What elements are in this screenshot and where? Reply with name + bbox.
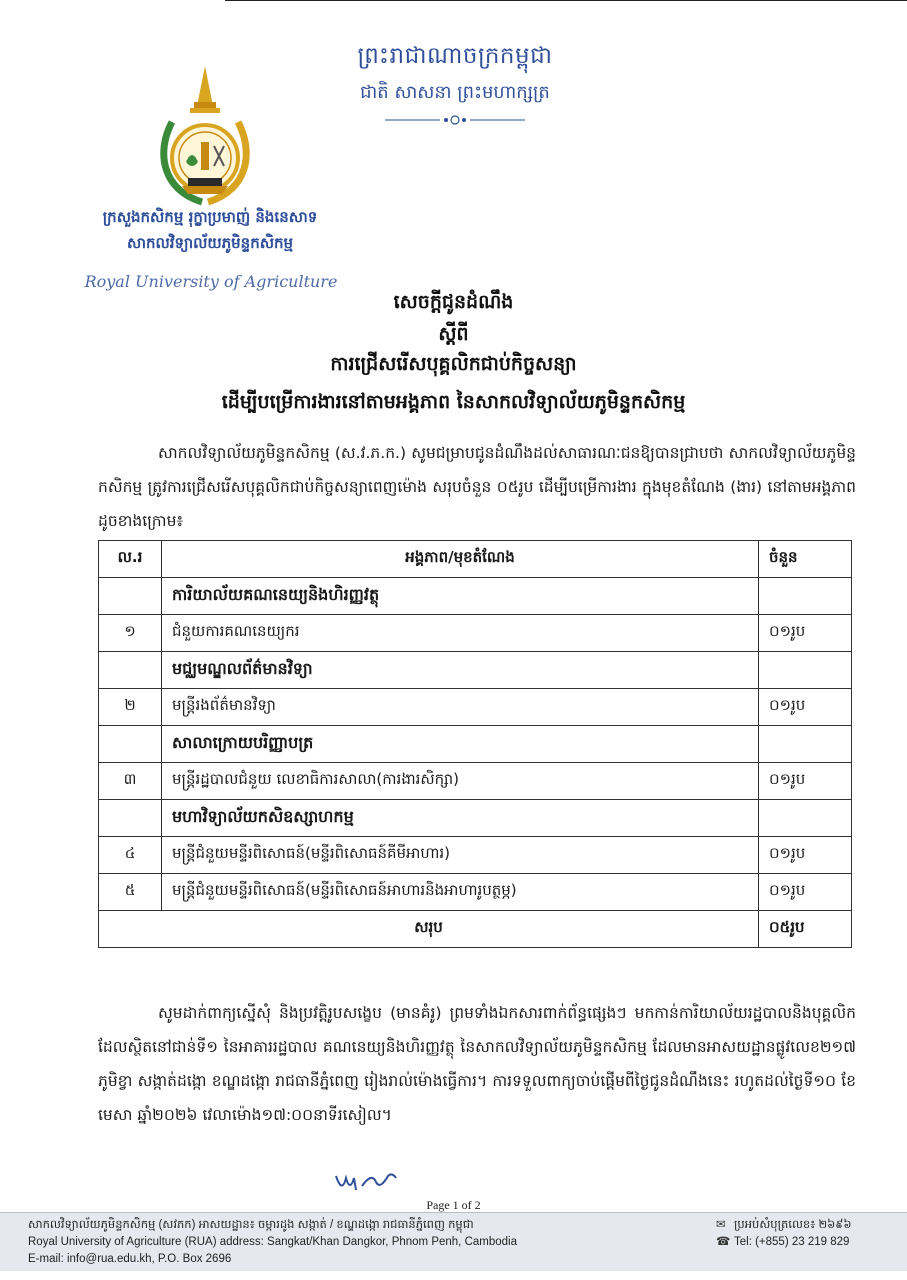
row-no: ៣ <box>99 763 162 800</box>
footer-email: E-mail: info@rua.edu.kh, P.O. Box 2696 <box>28 1253 232 1265</box>
university-name-khmer: សាកលវិទ្យាល័យភូមិន្ទកសិកម្ម <box>126 234 294 252</box>
kingdom-title: ព្រះរាជាណាចក្រកម្ពុជា <box>357 43 553 69</box>
notice-subject: ការជ្រើសរើសបុគ្គលិកជាប់កិច្ចសន្យា <box>330 353 577 375</box>
table-header-row <box>99 541 852 578</box>
positions-table <box>98 540 852 948</box>
total-label: សរុប <box>99 911 759 948</box>
department-name: មហាវិទ្យាល័យកសិឧស្សាហកម្ម <box>162 800 759 837</box>
row-no: ៤ <box>99 837 162 874</box>
row-no: ១ <box>99 615 162 652</box>
row-position: មន្ត្រីជំនួយមន្ទីរពិសោធន៍(មន្ទីរពិសោធន៍អាហារនិងអាហារូបត្ថម្ភ) <box>162 874 759 911</box>
department-name: មជ្ឈមណ្ឌលព័ត៌មានវិទ្យា <box>162 652 759 689</box>
row-position: មន្ត្រីរដ្ឋបាលជំនួយ លេខាធិការសាលា(ការងារសិក្សា) <box>162 763 759 800</box>
envelope-icon: ✉ <box>716 1219 726 1231</box>
row-count: ០១រូប <box>759 689 852 726</box>
footer-address-english: Royal University of Agriculture (RUA) address: Sangkat/Khan Dangkor, Phnom Penh, Cambodia <box>28 1236 517 1248</box>
total-count: ០៥រូប <box>759 911 852 948</box>
ornament-divider-icon <box>380 114 530 126</box>
department-name: ការិយាល័យគណនេយ្យនិងហិរញ្ញវត្ថុ <box>162 578 759 615</box>
phone-icon: ☎ <box>716 1236 731 1248</box>
row-position: ជំនួយការគណនេយ្យករ <box>162 615 759 652</box>
notice-purpose: ដើម្បីបម្រើការងារនៅតាមអង្គភាព នៃសាកលវិទ្យាល័យភូមិន្ទកសិកម្ម <box>221 391 686 413</box>
department-name: សាលាក្រោយបរិញ្ញាបត្រ <box>162 726 759 763</box>
footer-address <box>28 1217 648 1268</box>
department-row <box>99 578 852 615</box>
footer-po-box: ប្រអប់សំបុត្រលេខ៖ ២៦៩៦ <box>734 1219 852 1231</box>
row-count: ០១រូប <box>759 763 852 800</box>
signature-mark <box>332 1166 400 1198</box>
table-row <box>99 763 852 800</box>
row-no: ៥ <box>99 874 162 911</box>
table-row <box>99 874 852 911</box>
footer-contact <box>716 1217 896 1251</box>
page-number: Page 1 of 2 <box>426 1198 481 1212</box>
row-count: ០១រូប <box>759 615 852 652</box>
header-count: ចំនួន <box>759 541 852 578</box>
closing-paragraph: សូមដាក់ពាក្យស្នើសុំ និងប្រវត្តិរូបសង្ខេប (មានគំរូ) ព្រមទាំងឯកសារពាក់ព័ន្ធផ្សេងៗ មកកាន់ការិយាល័យរដ្ឋបាលនិងបុគ្គលិក ដែលស្ថិតនៅជាន់ទី១ នៃអាគាររដ្ឋបាល គណនេយ្យនិងហិរញ្ញវត្ថុ នៃសាកលវិទ្យាល័យភូមិន្ទកសិកម្ម ដែលមានអាសយដ្ឋានផ្លូវលេខ២១៧ ភូមិខ្វា សង្កាត់ដង្កោ ខណ្ឌដង្កោ រាជធានីភ្នំពេញ រៀងរាល់ម៉ោងធ្វើការ។ ការទទួលពាក្យចាប់ផ្តើមពីថ្ងៃជូនដំណឹងនេះ រហូតដល់ថ្ងៃទី១០ ខែមេសា ឆ្នាំ២០២៦ វេលាម៉ោង១៧:០០នាទីរសៀល។ <box>98 1004 856 1124</box>
top-border-line <box>225 0 907 1</box>
table-row <box>99 615 852 652</box>
footer-address-khmer: សាកលវិទ្យាល័យភូមិន្ទកសិកម្ម (សវភក) អាសយដ្ឋាន៖ ចម្ការដូង សង្កាត់ / ខណ្ឌដង្កោ រាជធានីភ្នំពេញ កម្ពុជា <box>28 1219 474 1231</box>
row-position: មន្ត្រីជំនួយមន្ទីរពិសោធន៍(មន្ទីរពិសោធន៍គីមីអាហារ) <box>162 837 759 874</box>
department-row <box>99 800 852 837</box>
university-name-english: Royal University of Agriculture <box>84 272 338 291</box>
intro-paragraph: សាកលវិទ្យាល័យភូមិន្ទកសិកម្ម (ស.វ.ភ.ក.) សូមជម្រាបជូនដំណឹងដល់សាធារណៈជនឱ្យបានជ្រាបថា សាកលវិទ្យាល័យភូមិន្ទកសិកម្ម ត្រូវការជ្រើសរើសបុគ្គលិកជាប់កិច្ចសន្យាពេញម៉ោង សរុបចំនួន ០៥រូប ដើម្បីបម្រើការងារ ក្នុងមុខតំណែង (ងារ) នៅតាមអង្គភាពដូចខាងក្រោម៖ <box>98 444 856 530</box>
row-position: មន្ត្រីរងព័ត៌មានវិទ្យា <box>162 689 759 726</box>
footer-bar <box>0 1212 907 1271</box>
row-count: ០១រូប <box>759 874 852 911</box>
national-motto: ជាតិ សាសនា ព្រះមហាក្សត្រ <box>360 82 550 103</box>
header-no: ល.រ <box>99 541 162 578</box>
header-position: អង្គភាព/មុខតំណែង <box>162 541 759 578</box>
department-row <box>99 652 852 689</box>
row-no: ២ <box>99 689 162 726</box>
table-row <box>99 837 852 874</box>
row-count: ០១រូប <box>759 837 852 874</box>
table-row <box>99 689 852 726</box>
footer-tel: Tel: (+855) 23 219 829 <box>734 1236 850 1248</box>
notice-title: សេចក្តីជូនដំណឹង <box>393 291 514 313</box>
rua-emblem-logo <box>150 62 260 212</box>
notice-about: ស្តីពី <box>438 323 469 345</box>
department-row <box>99 726 852 763</box>
total-row <box>99 911 852 948</box>
ministry-name: ក្រសួងកសិកម្ម រុក្ខាប្រមាញ់ និងនេសាទ <box>102 208 318 226</box>
